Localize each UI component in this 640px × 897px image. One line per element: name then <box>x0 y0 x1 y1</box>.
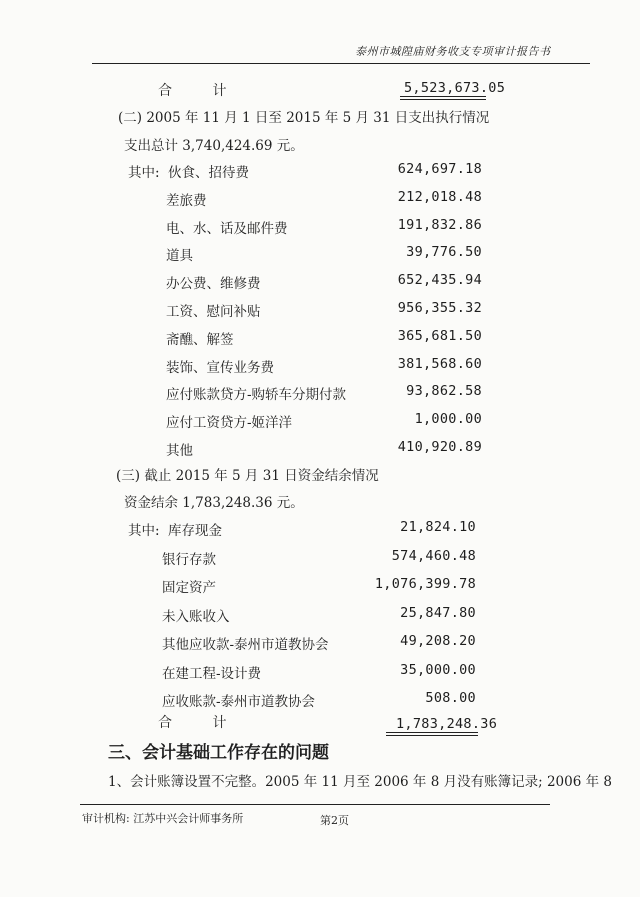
row-label: 伙食、招待费 <box>168 165 249 181</box>
row-value: 1,000.00 <box>414 411 482 428</box>
row-value: 49,208.20 <box>400 633 476 649</box>
balance-summary: 资金结余 1,783,248.36 元。 <box>124 495 304 511</box>
row-label: 固定资产 <box>162 580 216 596</box>
balance-total-underline <box>386 732 478 736</box>
section3-heading: 三、会计基础工作存在的问题 <box>108 743 329 763</box>
report-header-title: 泰州市城隍庙财务收支专项审计报告书 <box>355 45 551 58</box>
section3-paragraph: 1、会计账簿设置不完整。2005 年 11 月至 2006 年 8 月没有账簿记录; 2006 年 8 <box>108 774 612 790</box>
row-label: 银行存款 <box>162 551 216 568</box>
row-label: 电、水、话及邮件费 <box>166 220 288 237</box>
income-total-underline <box>400 96 486 100</box>
row-value: 624,697.18 <box>397 161 482 177</box>
row-label: 道具 <box>166 248 193 265</box>
row-label: 其他 <box>166 443 193 459</box>
row-label: 办公费、维修费 <box>166 276 261 293</box>
row-label: 应付账款贷方-购轿车分期付款 <box>166 387 347 404</box>
row-label: 库存现金 <box>168 523 222 539</box>
row-value: 508.00 <box>425 690 476 706</box>
row-value: 1,076,399.78 <box>374 576 476 592</box>
row-label: 差旅费 <box>166 192 207 209</box>
row-value: 574,460.48 <box>391 547 476 564</box>
row-label: 未入账收入 <box>162 608 230 625</box>
row-value: 39,776.50 <box>406 244 482 261</box>
total-label-he: 合 <box>158 715 173 731</box>
footer-audit-firm: 审计机构: 江苏中兴会计师事务所 <box>82 812 244 825</box>
income-total-value: 5,523,673.05 <box>404 80 506 96</box>
row-label: 斋醮、解签 <box>166 331 234 348</box>
expenditure-prefix: 其中: <box>128 165 160 181</box>
row-value: 652,435.94 <box>397 272 482 289</box>
row-value: 191,832.86 <box>397 216 482 233</box>
row-value: 212,018.48 <box>397 188 482 205</box>
expenditure-summary: 支出总计 3,740,424.69 元。 <box>124 138 304 154</box>
row-value: 381,568.60 <box>397 355 482 372</box>
expenditure-heading: (二) 2005 年 11 月 1 日至 2015 年 5 月 31 日支出执行情况 <box>118 110 490 126</box>
row-value: 25,847.80 <box>400 604 476 621</box>
footer-page-number: 第2页 <box>320 814 349 827</box>
row-label: 其他应收款-泰州市道教协会 <box>162 637 329 653</box>
row-value: 93,862.58 <box>406 383 482 400</box>
row-value: 21,824.10 <box>400 519 476 535</box>
total-label-ji: 计 <box>212 715 228 731</box>
row-value: 35,000.00 <box>400 661 476 678</box>
balance-total-value: 1,783,248.36 <box>396 716 498 732</box>
total-label-ji: 计 <box>212 83 228 99</box>
total-label-he: 合 <box>158 83 173 99</box>
row-label: 装饰、宣传业务费 <box>166 359 274 376</box>
income-total-label <box>158 80 227 100</box>
row-label: 工资、慰问补贴 <box>166 304 261 320</box>
row-value: 956,355.32 <box>397 300 482 316</box>
row-value: 365,681.50 <box>397 327 482 344</box>
balance-total-label <box>158 712 227 732</box>
balance-prefix: 其中: <box>128 523 160 539</box>
balance-heading: (三) 截止 2015 年 5 月 31 日资金结余情况 <box>116 468 379 484</box>
header-rule <box>92 63 590 64</box>
row-label: 在建工程-设计费 <box>162 665 262 682</box>
row-label: 应付工资贷方-姬洋洋 <box>166 415 293 432</box>
row-value: 410,920.89 <box>397 439 482 455</box>
footer-rule <box>80 804 550 805</box>
row-label: 应收账款-泰州市道教协会 <box>162 694 316 710</box>
